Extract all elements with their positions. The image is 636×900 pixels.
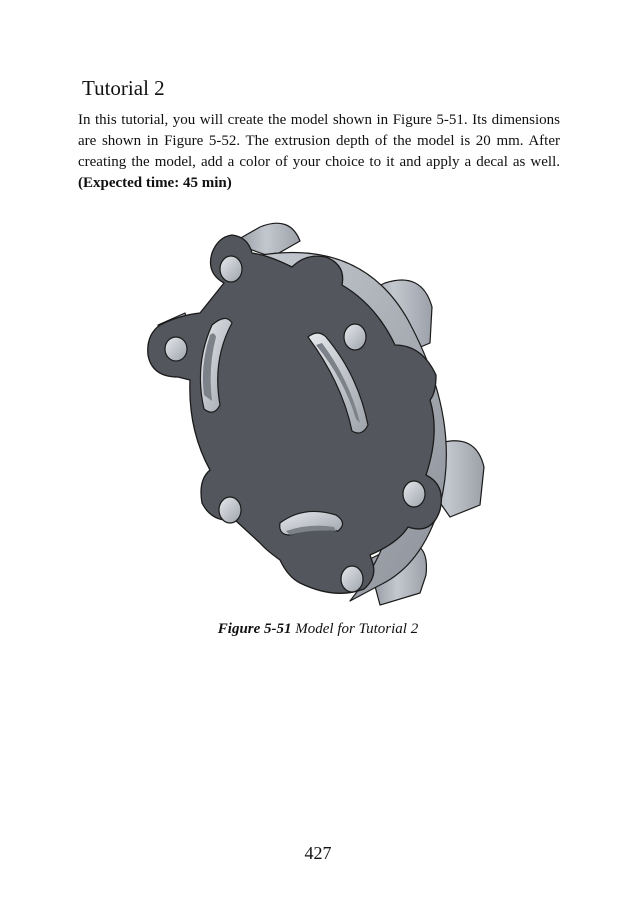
bolt-hole-right [403,481,425,507]
bolt-hole-bottom [341,566,363,592]
figure-caption-number: Figure 5-51 [217,621,292,637]
section-heading: Tutorial 2 [82,76,165,100]
bolt-hole-lower-left [219,497,241,523]
tutorial-description: In this tutorial, you will create the model shown in Figure 5-51. Its dimensions are shown in Figure 5-52. The extrusion depth of the model is 20 mm. After creating the model, add a color of your choice to it and apply a decal as well. [78,112,560,170]
tutorial-paragraph [78,110,560,194]
bolt-hole-top [220,256,242,282]
bolt-hole-left [165,337,187,361]
page-number: 427 [304,843,332,863]
figure-caption-text: Model for Tutorial 2 [295,621,419,637]
figure-model-tutorial-2 [140,205,500,610]
flange-model-illustration [140,205,500,610]
figure-caption [0,621,636,638]
expected-time: (Expected time: 45 min) [78,175,232,191]
bolt-hole-upper-right [344,324,366,350]
